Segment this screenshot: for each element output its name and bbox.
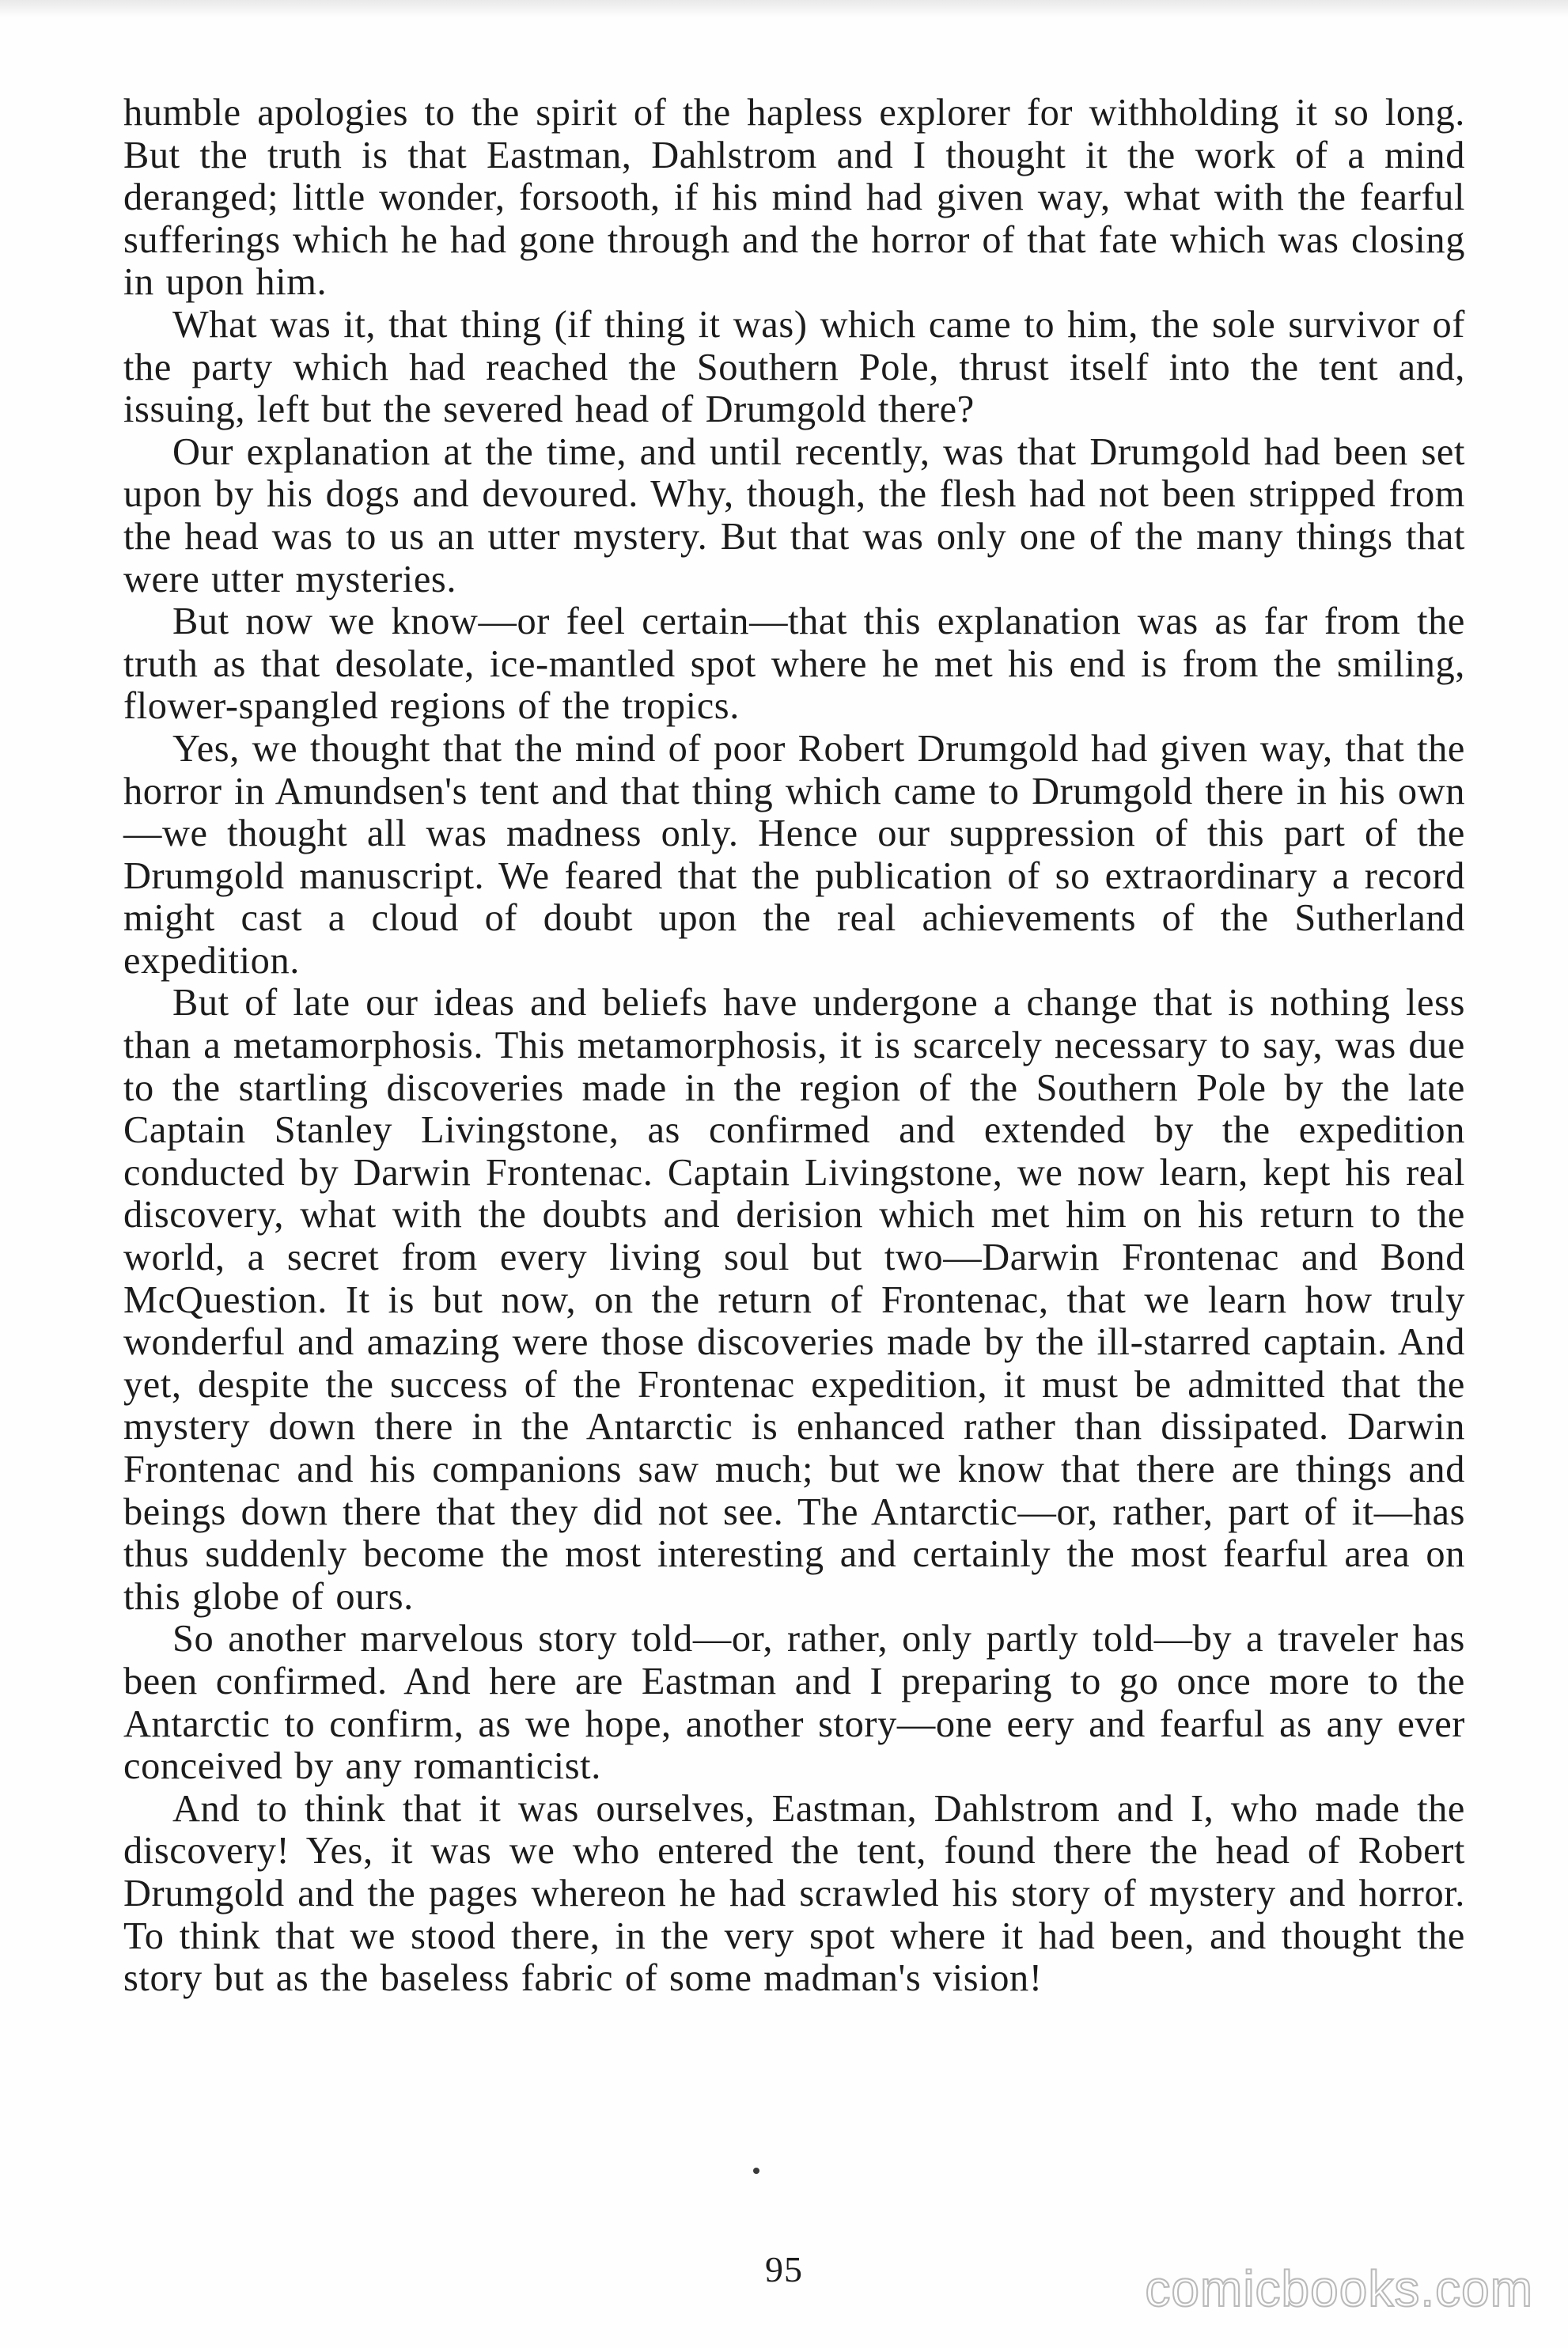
page-number: 95 (765, 2249, 803, 2289)
paragraph-3: Our explanation at the time, and until recently, was that Drumgold had been set upon by his dogs and devoured. Why, though, the flesh had not been stripped from the head was to us an utter mystery. But that was only one of the many things that were utter mysteries. (123, 430, 1465, 600)
scan-edge (0, 0, 1568, 17)
body-text (123, 92, 1465, 2000)
paragraph-4: But now we know—or feel certain—that this explanation was as far from the truth as that desolate, ice-mantled spot where he met his end is from the smiling, flower-spangled regions of the tropics. (123, 600, 1465, 728)
paragraph-2: What was it, that thing (if thing it was) which came to him, the sole survivor of the party which had reached the Southern Pole, thrust itself into the tent and, issuing, left but the severed head of Drumgold there? (123, 303, 1465, 431)
paragraph-5: Yes, we thought that the mind of poor Robert Drumgold had given way, that the horror in Amundsen's tent and that thing which came to Drumgold there in his own—we thought all was madness only. Hence our suppression of this part of the Drumgold manuscript. We feared that the publication of so extraordinary a record might cast a cloud of doubt upon the real achievements of the Sutherland expedition. (123, 727, 1465, 982)
watermark-logo: comicbooks.com (1145, 2260, 1533, 2317)
ink-speck (753, 2168, 759, 2174)
paragraph-6: But of late our ideas and beliefs have undergone a change that is nothing less than a metamorphosis. This metamorphosis, it is scarcely necessary to say, was due to the startling discoveries made in the region of the Southern Pole by the late Captain Stanley Livingstone, as confirmed and extended by the expedition conducted by Darwin Frontenac. Captain Livingstone, we now learn, kept his real discovery, what with the doubts and derision which met him on his return to the world, a secret from every living soul but two—Darwin Frontenac and Bond McQuestion. It is but now, on the return of Frontenac, that we learn how truly wonderful and amazing were those discoveries made by the ill-starred captain. And yet, despite the success of the Frontenac expedition, it must be admitted that the mystery down there in the Antarctic is enhanced rather than dissipated. Darwin Frontenac and his companions saw much; but we know that there are things and beings down there that they did not see. The Antarctic—or, rather, part of it—has thus suddenly become the most interesting and certainly the most fearful area on this globe of ours. (123, 982, 1465, 1618)
paragraph-8: And to think that it was ourselves, Eastman, Dahlstrom and I, who made the discovery! Yes, it was we who entered the tent, found there the head of Robert Drumgold and the pages whereon he had scrawled his story of mystery and horror. To think that we stood there, in the very spot where it had been, and thought the story but as the baseless fabric of some madman's vision! (123, 1787, 1465, 2000)
paragraph-7: So another marvelous story told—or, rather, only partly told—by a traveler has been confirmed. And here are Eastman and I preparing to go once more to the Antarctic to confirm, as we hope, another story—one eery and fearful as any ever conceived by any romanticist. (123, 1618, 1465, 1788)
paragraph-1: humble apologies to the spirit of the hapless explorer for withholding it so long. But the truth is that Eastman, Dahlstrom and I thought it the work of a mind deranged; little wonder, forsooth, if his mind had given way, what with the fearful sufferings which he had gone through and the horror of that fate which was closing in upon him. (123, 92, 1465, 304)
